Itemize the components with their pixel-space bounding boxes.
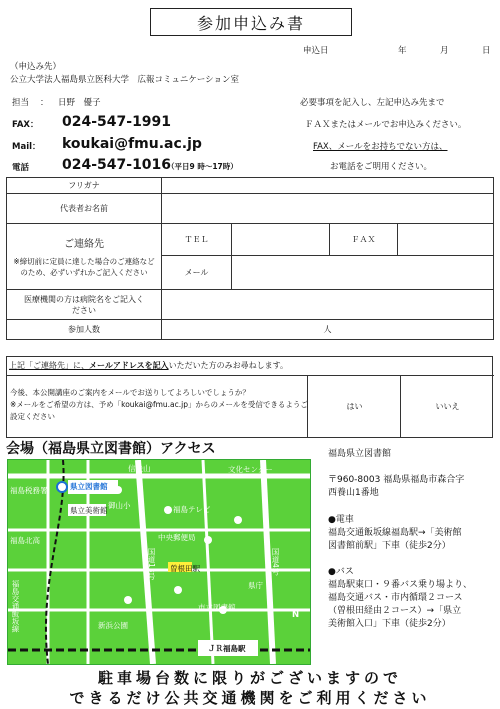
consent-header-a: 上記「ご連絡先」に、 — [9, 361, 89, 370]
map-label-museum: 県立美術館 — [70, 506, 108, 515]
application-form — [6, 177, 494, 340]
page-title: 参加申込み書 — [150, 8, 352, 36]
map-label-kencho: 県庁 — [248, 581, 263, 590]
map-label-route4: 国道4号 — [271, 548, 280, 576]
map-label-tax: 福島税務署 — [10, 486, 48, 495]
tel-hours: （平日9 時～17時） — [167, 162, 238, 171]
map-label-ushiyama: 信夫山 — [128, 464, 151, 473]
map-label-chuo: 中央郵便局 — [158, 533, 196, 542]
venue-name: 福島県立図書館 — [328, 449, 392, 459]
map-label-route13: 国道13号 — [147, 548, 156, 581]
map-graphic — [8, 460, 310, 664]
train-line-1: 福島交通飯坂線福島駅→「美術館 — [328, 528, 462, 538]
mail-label: Mail： — [12, 142, 41, 152]
instruction-2: ＦＡＸまたはメールでお申込みください。 — [305, 120, 467, 130]
furigana-label: フリガナ — [7, 178, 162, 194]
map-label-izaka: 福島交通飯坂線 — [11, 580, 20, 633]
footer-line-2: できるだけ公共交通機関をご利用ください — [69, 689, 431, 707]
institution-label: 医療機関の方は病院名をご記入ください — [7, 290, 162, 320]
participants-field[interactable] — [162, 320, 494, 340]
mail-field[interactable] — [232, 256, 494, 290]
consent-no[interactable]: いいえ — [400, 375, 494, 438]
bus-line-4: 美術館入口」下車（徒歩2分） — [328, 619, 451, 629]
tel-field[interactable] — [232, 224, 330, 256]
fax-number: 024-547-1991 — [62, 114, 172, 130]
contact-cell — [7, 224, 162, 290]
venue-address-1: 〒960-8003 福島県福島市森合字 — [328, 475, 465, 485]
institution-field[interactable] — [162, 290, 494, 320]
mail-field-label: メール — [162, 256, 232, 290]
footer-line-1: 駐車場台数に限りがございますので — [97, 669, 402, 687]
consent-header — [7, 357, 494, 376]
recipient-org: 公立大学法人福島県立医科大学 広報コミュニケーション室 — [10, 75, 239, 85]
furigana-field[interactable] — [162, 178, 494, 194]
instruction-4: お電話をご明用ください。 — [330, 162, 433, 172]
bus-heading: ●バス — [328, 567, 354, 577]
date-year: 年 — [398, 46, 407, 56]
instruction-1: 必要事項を記入し、左記申込み先まで — [300, 98, 445, 108]
map-label-shiritsu: 市立図書館 — [198, 603, 236, 612]
tel-label: 電話 — [12, 163, 30, 173]
access-map — [7, 459, 311, 665]
bus-line-3: （曽根田経由２コース）→「県立 — [328, 606, 462, 616]
train-heading: ●電車 — [328, 515, 354, 525]
date-day: 日 — [482, 46, 491, 56]
person-label: 担当 — [12, 98, 30, 108]
rep-name-field[interactable] — [162, 194, 494, 224]
person-name: 日野 優子 — [58, 98, 101, 108]
bus-line-1: 福島駅東口・９番バス乗り場より、 — [328, 580, 473, 590]
fax-field[interactable] — [398, 224, 494, 256]
north-arrow-icon: N — [292, 610, 300, 620]
instruction-3: FAX、メールをお持ちでない方は、 — [313, 142, 448, 152]
consent-question: 今後、本公開講座のご案内をメールでお送りしてよろしいでしょうか？ — [10, 388, 250, 397]
consent-header-b: メールアドレスを記入 — [89, 361, 169, 370]
date-month: 月 — [440, 46, 449, 56]
consent-question-block — [10, 387, 308, 423]
consent-note: ※メールをご希望の方は、予め「koukai@fmu.ac.jp」からのメールを受信できるようご設定ください — [10, 400, 308, 421]
date-label: 申込日 — [303, 46, 329, 56]
map-label-hospital: 福島北高 — [10, 536, 40, 545]
person-sep: ： — [40, 98, 49, 108]
contact-note: ※締切前に定員に達した場合のご連絡などのため、必ずいずれかご記入ください — [13, 257, 155, 277]
tel-number: 024-547-1016 — [62, 157, 172, 173]
map-label-station: ＪＲ福島駅 — [208, 644, 246, 653]
fax-field-label: ＦＡＸ — [330, 224, 398, 256]
map-label-sakura: 曽根田駅 — [170, 564, 200, 573]
mail-address: koukai@fmu.ac.jp — [62, 136, 202, 152]
bus-line-2: 福島交通バス・市内循環２コース — [328, 593, 463, 603]
tel-field-label: ＴＥＬ — [162, 224, 232, 256]
map-label-library: 県立図書館 — [70, 482, 108, 491]
venue-address-2: 西養山1番地 — [328, 488, 379, 498]
map-label-wakabayashi: 御山小 — [108, 501, 131, 510]
access-title: 会場（福島県立図書館）アクセス — [6, 441, 216, 457]
email-consent-box — [6, 356, 493, 438]
consent-yes[interactable]: はい — [307, 375, 401, 438]
recipient-prefix: （申込み先） — [10, 62, 62, 72]
consent-header-c: いただいた方のみお尋ねします。 — [168, 361, 288, 370]
map-label-shinchi: 新浜公園 — [98, 621, 128, 630]
fax-label: FAX： — [12, 120, 39, 130]
people-unit: 人 — [323, 325, 332, 334]
rep-name-label: 代表者お名前 — [7, 194, 162, 224]
map-label-tv: 福島テレビ — [173, 505, 211, 514]
participants-label: 参加人数 — [7, 320, 162, 340]
contact-label: ご連絡先 — [64, 239, 104, 250]
map-label-culture: 文化センター — [228, 465, 273, 474]
train-line-2: 図書館前駅」下車（徒歩2分） — [328, 541, 451, 551]
